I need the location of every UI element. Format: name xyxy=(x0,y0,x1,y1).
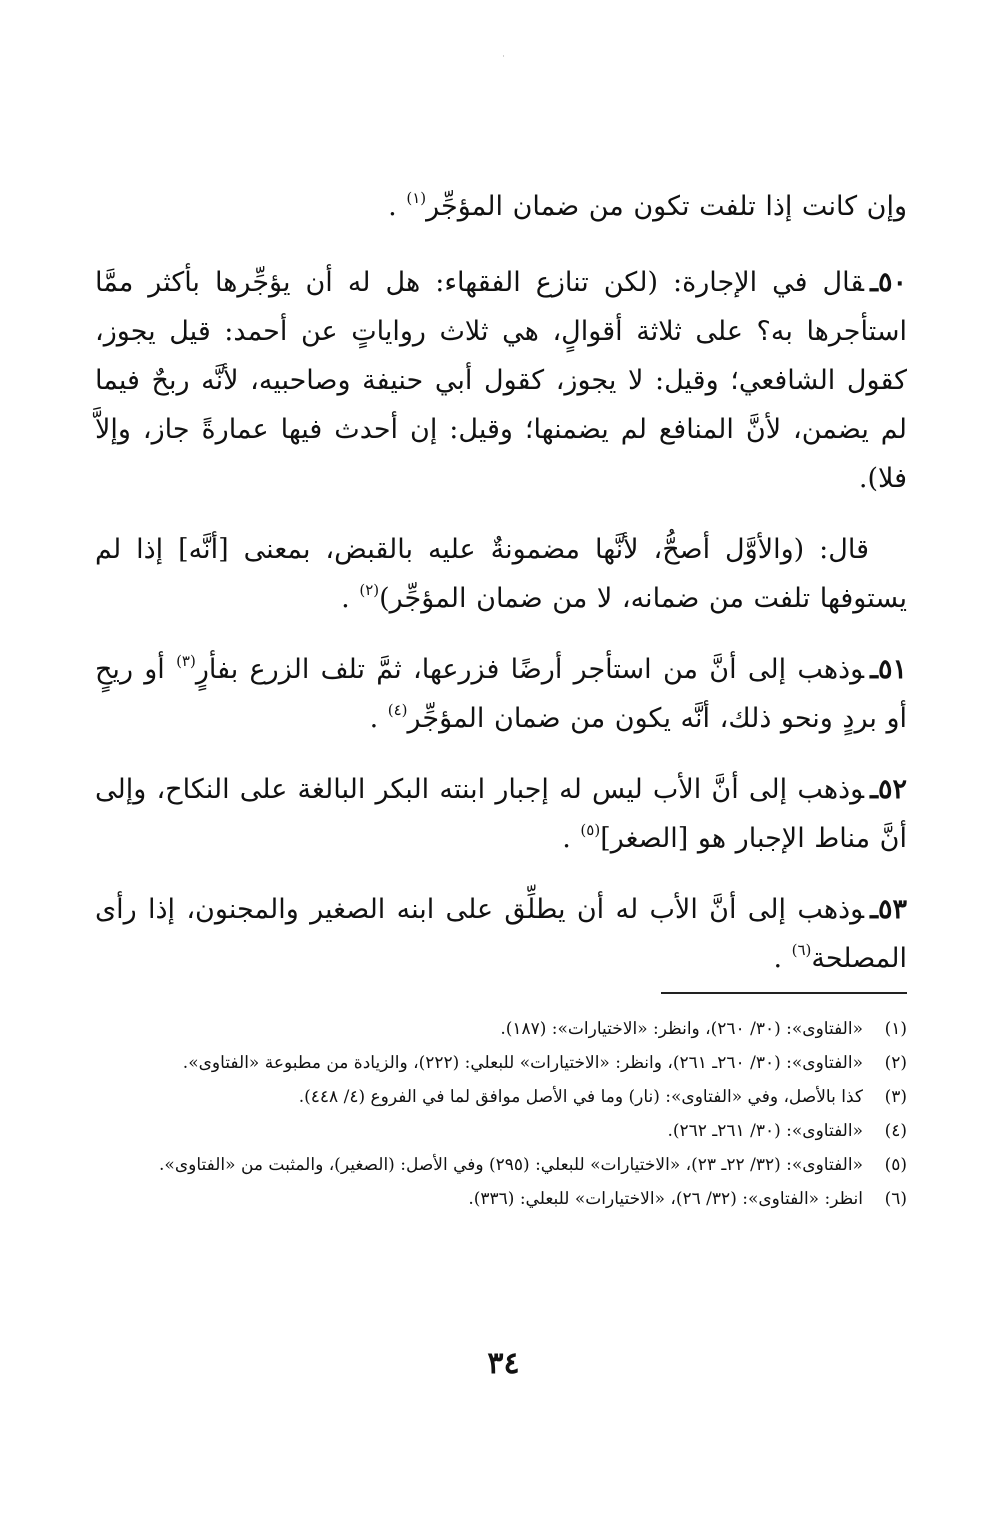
footnote-number: (٤) xyxy=(884,1121,907,1141)
paragraph-end: . xyxy=(388,191,407,222)
paragraph-number: ٥٢ xyxy=(877,774,907,805)
footnote-number: (٦) xyxy=(884,1189,907,1209)
main-text xyxy=(95,182,907,1005)
footnote-number: (٢) xyxy=(884,1053,907,1073)
footnote-ref-2[interactable]: (٢) xyxy=(359,581,380,599)
paragraph-text: وذهب إلى أنَّ الأب له أن يطلِّق على ابنه الصغير والمجنون، إذا رأى المصلحة xyxy=(95,894,907,974)
footnote-number: (٥) xyxy=(884,1155,907,1175)
paragraph-text: قال: (والأوَّل أصحُّ، لأنَّها مضمونةٌ عليه بالقبض، بمعنى [أنَّه] إذا لم يستوفها تلفت من ضمانه، لا من ضمان المؤجِّر) xyxy=(95,534,907,614)
footnote-6 xyxy=(95,1182,907,1216)
paragraph-51 xyxy=(95,645,907,743)
footnote-text: «الفتاوى»: (٣٠/ ٢٦٠)، وانظر: «الاختيارات»: (١٨٧). xyxy=(500,1019,863,1039)
footnote-text: كذا بالأصل، وفي «الفتاوى»: (نار) وما في الأصل موافق لما في الفروع (٤/ ٤٤٨). xyxy=(298,1087,863,1107)
number-dash: ـ xyxy=(870,774,878,805)
page-number: ٣٤ xyxy=(487,1346,520,1381)
number-dash: ـ xyxy=(870,267,878,298)
footnote-ref-1[interactable]: (١) xyxy=(406,189,427,207)
footnote-4 xyxy=(95,1114,907,1148)
footnote-ref-5[interactable]: (٥) xyxy=(580,821,601,839)
paragraph-number: ٥١ xyxy=(877,654,907,685)
paragraph-50-continued xyxy=(95,525,907,623)
paragraph-text: وذهب إلى أنَّ من استأجر أرضًا فزرعها، ثمَّ تلف الزرع بفأرٍ xyxy=(195,654,865,685)
footnote-3 xyxy=(95,1080,907,1114)
footnote-ref-3[interactable]: (٣) xyxy=(176,652,196,670)
number-dash: ـ xyxy=(870,654,878,685)
footnote-number: (٣) xyxy=(884,1087,907,1107)
number-dash: ـ xyxy=(870,894,878,925)
footnote-5 xyxy=(95,1148,907,1182)
paragraph-end: . xyxy=(562,823,581,854)
paragraph-52 xyxy=(95,765,907,863)
footnote-text: «الفتاوى»: (٣٠/ ٢٦١ـ ٢٦٢). xyxy=(667,1121,863,1141)
paragraph-50 xyxy=(95,258,907,503)
paragraph-end: . xyxy=(341,583,360,614)
paragraph-number: ٥٣ xyxy=(877,894,907,925)
footnote-text: «الفتاوى»: (٣٢/ ٢٢ـ ٢٣)، «الاختيارات» للبعلي: (٢٩٥) وفي الأصل: (الصغير)، والمثبت من «الفتاوى». xyxy=(159,1155,863,1175)
paragraph-end: . xyxy=(369,703,388,734)
footnote-text: «الفتاوى»: (٣٠/ ٢٦٠ـ ٢٦١)، وانظر: «الاختيارات» للبعلي: (٢٢٢)، والزيادة من مطبوعة «الفتاوى». xyxy=(182,1053,863,1073)
paragraph-text: أو ريحٍ أو بردٍ ونحو ذلك، أنَّه يكون من ضمان المؤجِّر xyxy=(95,654,907,734)
footnote-1 xyxy=(95,1012,907,1046)
footnote-number: (١) xyxy=(884,1019,907,1039)
paragraph-text: وإن كانت إذا تلفت تكون من ضمان المؤجِّر xyxy=(426,191,907,222)
paragraph-number: ٥٠ xyxy=(877,267,907,298)
paragraph-53 xyxy=(95,885,907,983)
paragraph-text: قال في الإجارة: (لكن تنازع الفقهاء: هل له أن يؤجِّرها بأكثر ممَّا استأجرها به؟ على ثلاثة أقوالٍ، هي ثلاث رواياتٍ عن أحمد: قيل يجوز، كقول الشافعي؛ وقيل: لا يجوز، كقول أبي حنيفة وصاحبيه، لأنَّه ربحٌ فيما لم يضمن، لأنَّ المنافع لم يضمنها؛ وقيل: إن أحدث فيها عمارةً جاز، وإلاَّ فلا). xyxy=(95,267,907,494)
footnote-text: انظر: «الفتاوى»: (٣٢/ ٢٦)، «الاختيارات» للبعلي: (٣٣٦). xyxy=(468,1189,863,1209)
paragraph-text: وذهب إلى أنَّ الأب ليس له إجبار ابنته البكر البالغة على النكاح، وإلى أنَّ مناط الإجبار هو [الصغر] xyxy=(95,774,907,854)
footnote-separator xyxy=(661,992,907,994)
footnote-2 xyxy=(95,1046,907,1080)
top-mark: · xyxy=(502,52,505,61)
footnote-ref-4[interactable]: (٤) xyxy=(387,701,408,719)
paragraph-end: . xyxy=(773,943,792,974)
paragraph-intro xyxy=(95,182,907,231)
footnote-ref-6[interactable]: (٦) xyxy=(791,941,812,959)
footnotes xyxy=(95,1012,907,1216)
